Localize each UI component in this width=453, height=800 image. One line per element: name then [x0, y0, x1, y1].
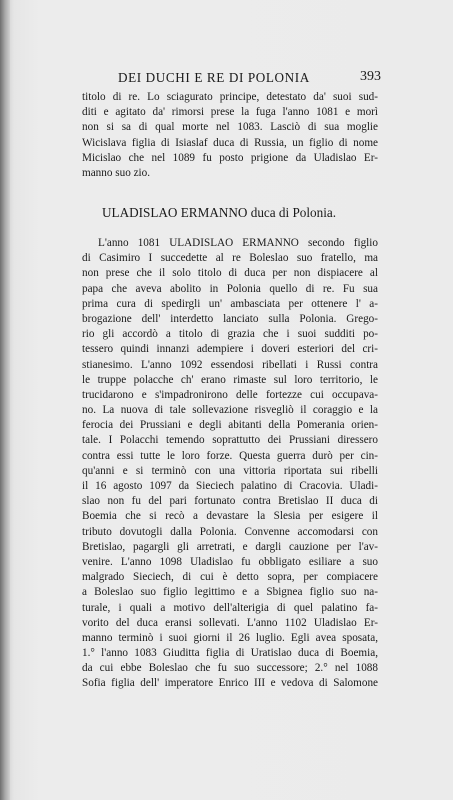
text-line: il 16 agosto 1097 da Sieciech palatino di Cracovia. Uladi-	[82, 480, 378, 492]
section-body	[82, 236, 378, 692]
text-line: slao non fu del pari fortunato contra Bretislao II duca di	[82, 495, 378, 508]
text-line: papa che aveva abolito in Polonia quello di re. Fu sua	[82, 282, 378, 295]
section-heading: ULADISLAO ERMANNO duca di Polonia.	[102, 205, 337, 220]
text-line: diti e agitato da' rimorsi prese la fuga l'anno 1081 e morì	[82, 106, 378, 119]
page-number: 393	[360, 69, 381, 84]
text-line: tessero quindi innanzi adempiere i doveri esteriori del cri-	[82, 343, 378, 356]
text-line: Micislao che nel 1089 fu posto prigione da Uladislao Er-	[82, 151, 378, 164]
text-line: tributo dovutogli dalla Polonia. Convenne accomodarsi con	[82, 525, 378, 538]
text-line: Sofia figlia dell' imperatore Enrico III e vedova di Salomone	[82, 677, 378, 690]
text-line: le truppe polacche ch' erano rimaste sul loro territorio, le	[82, 373, 378, 386]
text-line: trucidarono e s'impadronirono delle fortezze cui occupava-	[82, 388, 378, 401]
text-line: stianesimo. L'anno 1092 essendosi ribellati i Russi contra	[82, 358, 378, 371]
text-line: tale. I Polacchi temendo soprattutto dei Prussiani diressero	[82, 434, 378, 447]
text-line: no. La nuova di tale sollevazione risvegliò il coraggio e la	[82, 404, 378, 417]
text-line: turale, i quali a motivo dell'alterigia di quel palatino fa-	[82, 601, 378, 614]
text-line: a Boleslao suo figlio legittimo e a Sbignea figlio suo na-	[82, 586, 378, 599]
text-line: vorito del duca eransi sollevati. L'anno 1102 Uladislao Er-	[82, 616, 378, 629]
book-spine-shadow	[0, 0, 10, 800]
text-line: venire. L'anno 1098 Uladislao fu obbligato esiliare a suo	[82, 555, 378, 568]
text-line: rio gli accordò a titolo di grazia che i suoi sudditi po-	[82, 328, 378, 341]
text-line: manno suo zio.	[82, 166, 151, 179]
text-line: L'anno 1081 ULADISLAO ERMANNO secondo figlio	[98, 237, 378, 249]
text-line: Bretislao, pagargli gli arretrati, e dargli cauzione per l'av-	[82, 540, 378, 553]
text-line: qu'anni e si terminò con una vittoria riportata sui ribelli	[82, 464, 378, 477]
text-line: non si sa di qual morte nel 1083. Lasciò di sua moglie	[82, 121, 378, 134]
paragraph-continued	[82, 90, 378, 181]
running-header: DEI DUCHI E RE DI POLONIA	[118, 70, 310, 85]
text-line: brogazione dell' interdetto lanciato sulla Polonia. Grego-	[82, 312, 378, 325]
text-line: contra essi tutte le loro forze. Questa guerra durò per cin-	[82, 449, 378, 462]
text-line: di Casimiro I succedette al re Boleslao suo fratello, ma	[82, 252, 378, 265]
text-line: Wicislava figlia di Isiaslaf duca di Russia, un figlio di nome	[82, 136, 378, 149]
text-line: manno terminò i suoi giorni il 26 luglio. Egli avea sposata,	[82, 631, 378, 644]
text-line: Boemia che si recò a devastare la Slesia per esigere il	[82, 510, 378, 523]
text-line: malgrado Sieciech, di cui è detto sopra, per compiacere	[82, 571, 378, 584]
text-line: titolo di re. Lo sciagurato principe, detestato da' suoi sud-	[82, 91, 378, 103]
text-line: 1.° l'anno 1083 Giuditta figlia di Uratislao duca di Boemia,	[82, 647, 378, 660]
text-line: prima cura di spedirgli un' ambasciata per ottenere l' a-	[82, 297, 378, 310]
text-line: da cui ebbe Boleslao che fu suo successore; 2.° nel 1088	[82, 662, 378, 675]
text-line: ferocia dei Prussiani e degli abitanti della Pomerania orien-	[82, 419, 378, 432]
text-line: non prese che il solo titolo di duca per non dispiacere al	[82, 267, 378, 280]
